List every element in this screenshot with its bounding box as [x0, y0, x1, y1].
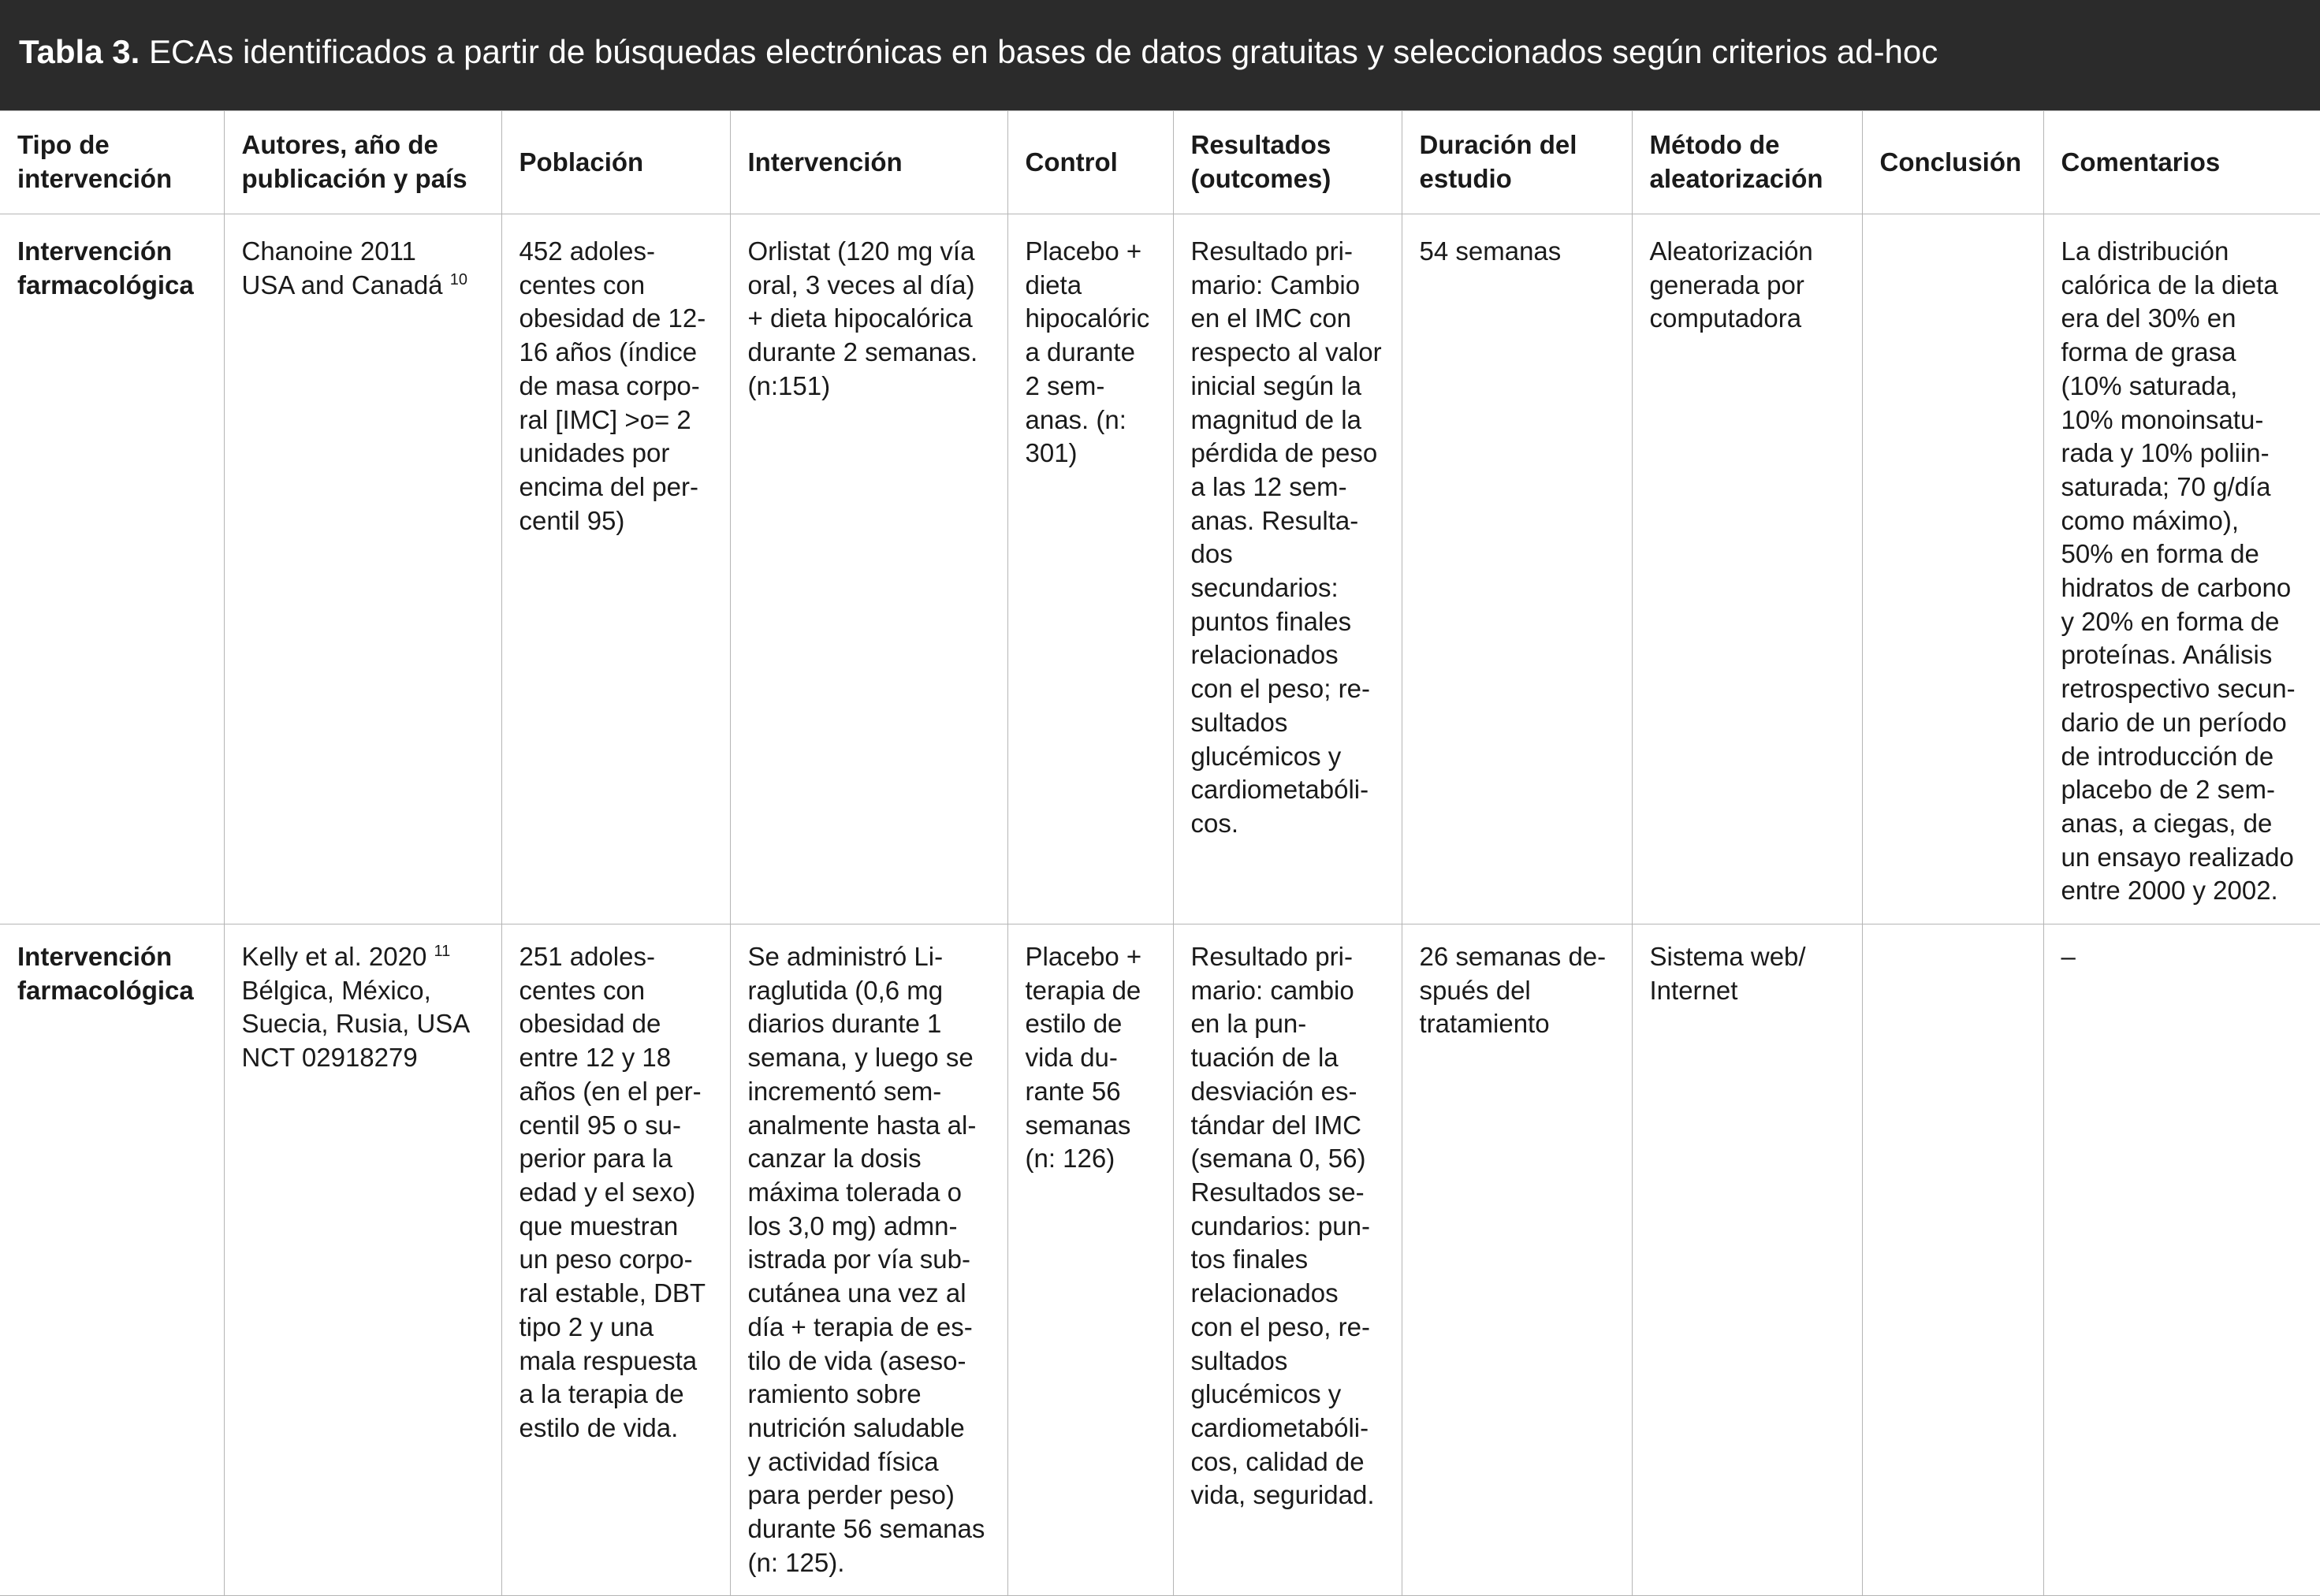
autores-text: Kelly et al. 2020	[241, 942, 427, 972]
cell-metodo: Aleatorización generada por computadora	[1632, 214, 1862, 924]
cell-comentarios: La distribución calórica de la dieta era del 30% en forma de grasa (10% saturada, 10% monoinsatu- rada y 10% poliin- saturada; 70 g/día como máximo), 50% en forma de hidratos de carbono y 20% en forma de proteínas. Análisis retrospectivo secun- dario de un período de introducción de placebo de 2 sem- anas, a ciegas, de un ensayo realizado entre 2000 y 2002.	[2043, 214, 2320, 924]
cell-duracion: 54 semanas	[1402, 214, 1632, 924]
header-resultados: Resultados (outcomes)	[1173, 111, 1402, 214]
table-row	[0, 924, 2320, 1596]
header-poblacion: Población	[501, 111, 730, 214]
header-intervencion: Intervención	[730, 111, 1007, 214]
header-duracion: Duración del estudio	[1402, 111, 1632, 214]
results-table	[0, 110, 2320, 1596]
cell-intervencion: Se administró Li- raglutida (0,6 mg diarios durante 1 semana, y luego se incrementó sem- analmente hasta al- canzar la dosis máxima tolerada o los 3,0 mg) admn- istrada por vía sub- cutánea una vez al día + terapia de es- tilo de vida (aseso- ramiento sobre nutrición saludable y actividad física para perder peso) durante 56 semanas (n: 125).	[730, 924, 1007, 1596]
header-comentarios: Comentarios	[2043, 111, 2320, 214]
cell-duracion: 26 semanas de- spués del tratamiento	[1402, 924, 1632, 1596]
cell-poblacion: 251 adoles- centes con obesidad de entre 12 y 18 años (en el per- centil 95 o su- perior para la edad y el sexo) que muestran un peso corpo- ral estable, DBT tipo 2 y una mala respuesta a la terapia de estilo de vida.	[501, 924, 730, 1596]
reference-number: 10	[449, 270, 467, 288]
table-title-label: Tabla 3.	[19, 33, 140, 70]
reference-number: 11	[434, 943, 451, 961]
table-row	[0, 214, 2320, 924]
cell-conclusion	[1862, 924, 2043, 1596]
header-autores: Autores, año de publicación y país	[224, 111, 501, 214]
cell-control: Placebo + terapia de estilo de vida du- rante 56 semanas (n: 126)	[1007, 924, 1173, 1596]
table-title-text: ECAs identificados a partir de búsquedas electrónicas en bases de datos gratuitas y seleccionados según criterios ad-hoc	[148, 33, 1938, 70]
header-row	[0, 111, 2320, 214]
cell-autores	[224, 924, 501, 1596]
cell-control: Placebo + dieta hipocalóric a durante 2 sem- anas. (n: 301)	[1007, 214, 1173, 924]
header-conclusion: Conclusión	[1862, 111, 2043, 214]
cell-autores	[224, 214, 501, 924]
autores-text: Chanoine 2011 USA and Canadá	[241, 236, 443, 299]
header-control: Control	[1007, 111, 1173, 214]
cell-resultados: Resultado pri- mario: Cambio en el IMC con respecto al valor inicial según la magnitud de la pérdida de peso a las 12 sem- anas. Resulta- dos secundarios: puntos finales relacionados con el peso; re- sultados glucémicos y cardiometabóli- cos.	[1173, 214, 1402, 924]
table-title	[0, 0, 2320, 110]
cell-comentarios: –	[2043, 924, 2320, 1596]
cell-poblacion: 452 adoles- centes con obesidad de 12- 16 años (índice de masa corpo- ral [IMC] >o= 2 unidades por encima del per- centil 95)	[501, 214, 730, 924]
cell-tipo: Intervención farmacológica	[0, 924, 224, 1596]
header-metodo: Método de aleatorización	[1632, 111, 1862, 214]
cell-resultados: Resultado pri- mario: cambio en la pun- tuación de la desviación es- tándar del IMC (semana 0, 56) Resultados se- cundarios: pun- tos finales relacionados con el peso, re- sultados glucémicos y cardiometabóli- cos, calidad de vida, seguridad.	[1173, 924, 1402, 1596]
header-tipo: Tipo de intervención	[0, 111, 224, 214]
cell-conclusion	[1862, 214, 2043, 924]
cell-metodo: Sistema web/ Internet	[1632, 924, 1862, 1596]
cell-tipo: Intervención farmacológica	[0, 214, 224, 924]
cell-intervencion: Orlistat (120 mg vía oral, 3 veces al día) + dieta hipocalórica durante 2 semanas. (n:151)	[730, 214, 1007, 924]
autores-countries: Bélgica, México, Suecia, Rusia, USA NCT 02918279	[241, 975, 471, 1073]
